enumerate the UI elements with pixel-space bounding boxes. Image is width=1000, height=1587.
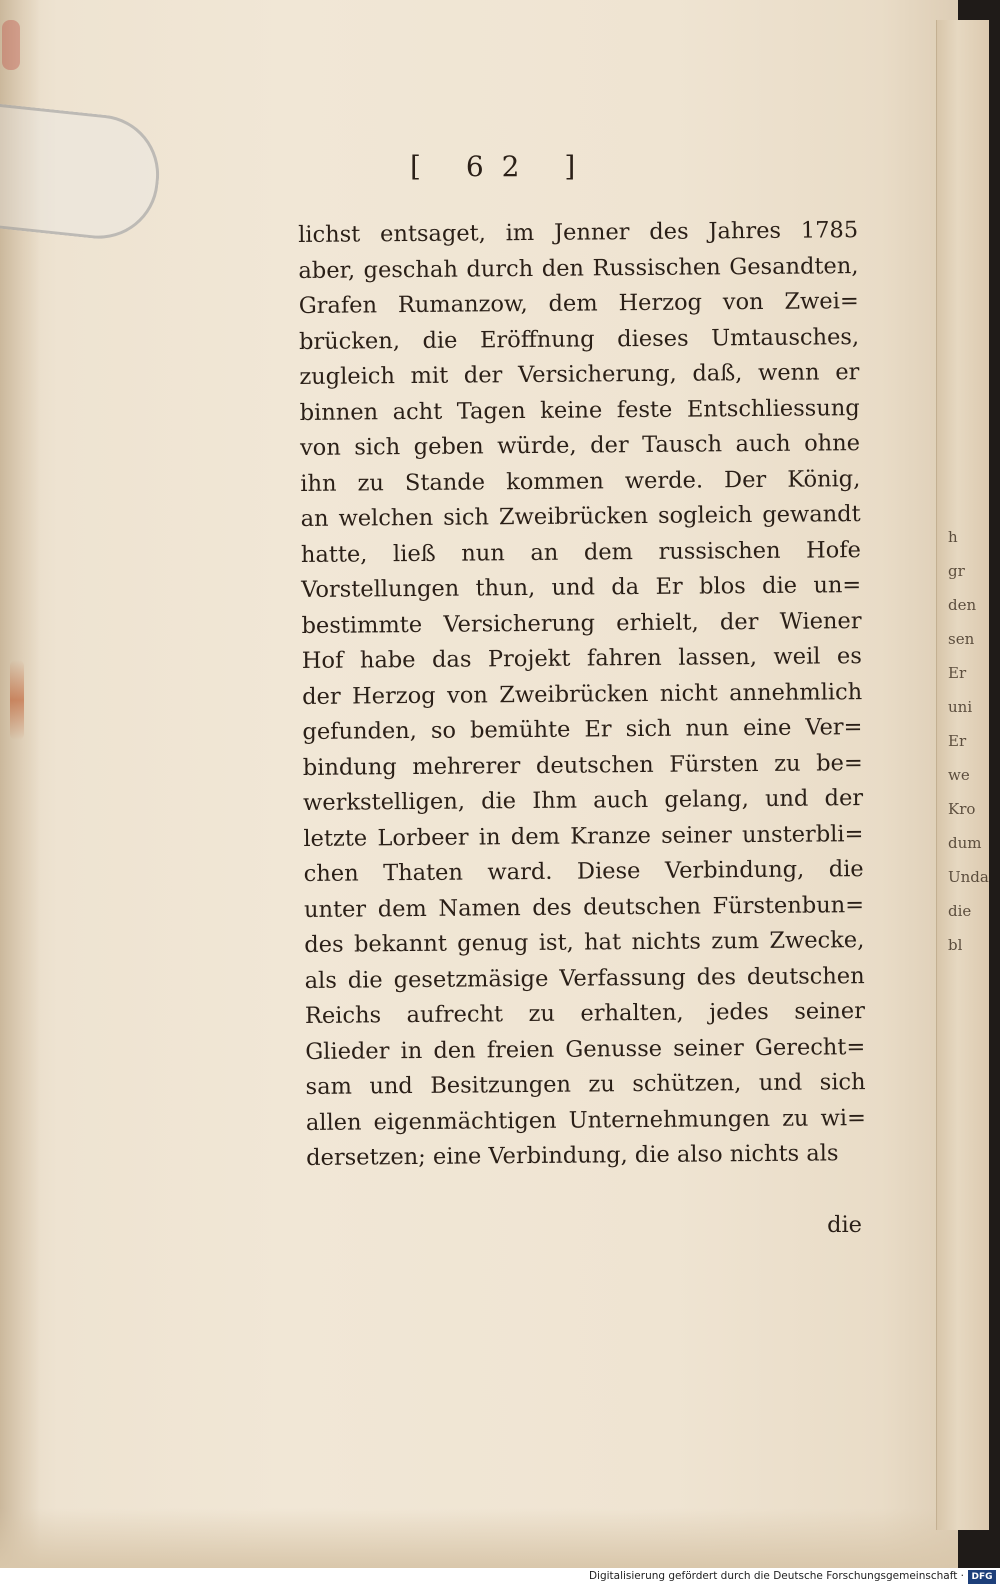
text-line: unter dem Namen des deutschen Fürstenbun= — [303, 891, 865, 923]
text-line: bindung mehrerer deutschen Fürsten zu be= — [302, 749, 863, 781]
footer-bar — [0, 1568, 1000, 1587]
next-page-fragment: die bl — [948, 902, 972, 954]
next-page-fragment: we — [948, 766, 970, 784]
text-line: der Herzog von Zweibrücken nicht annehmlich — [302, 678, 863, 710]
body-text — [298, 213, 866, 1176]
text-line: ihn zu Stande kommen werde. Der König, — [300, 465, 861, 497]
page-header: [ 62 ] — [410, 150, 594, 183]
text-line: bestimmte Versicherung erhielt, der Wiener — [301, 607, 862, 639]
text-line: als die gesetzmäsige Verfassung des deutschen — [304, 962, 865, 994]
text-line: brücken, die Eröffnung dieses Umtausches, — [298, 323, 860, 355]
text-line: an welchen sich Zweibrücken sogleich gewandt — [300, 501, 861, 532]
text-line: von sich geben würde, der Tausch auch ohne — [299, 430, 861, 461]
text-line: chen Thaten ward. Diese Verbindung, die — [303, 856, 864, 887]
catchword: die — [827, 1212, 862, 1238]
next-page-text — [948, 520, 988, 962]
next-page-fragment: dum — [948, 834, 982, 852]
text-line: Vorstellungen thun, und da Er blos die un= — [301, 572, 862, 603]
next-page-fragment: sen — [948, 630, 975, 648]
next-page-fragment: Unda — [948, 868, 989, 886]
text-line: Reichs aufrecht zu erhalten, jedes seiner — [304, 998, 866, 1029]
text-line: hatte, ließ nun an dem russischen Hofe — [300, 536, 862, 568]
text-line: des bekannt genug ist, hat nichts zum Zwecke, — [304, 927, 865, 958]
next-page-fragment: Kro — [948, 800, 976, 818]
text-line: Hof habe das Projekt fahren lassen, weil es — [301, 643, 862, 674]
text-line: allen eigenmächtigen Unternehmungen zu wi= — [305, 1104, 866, 1136]
stain-mark — [10, 660, 24, 740]
text-line: gefunden, so bemühte Er sich nun eine Ver= — [302, 714, 863, 745]
text-line: Glieder in den freien Genusse seiner Gerecht= — [305, 1033, 866, 1065]
text-line: werkstelligen, die Ihm auch gelang, und der — [302, 785, 864, 816]
text-line: dersetzen; eine Verbindung, die also nichts als — [306, 1140, 839, 1171]
text-line: letzte Lorbeer in dem Kranze seiner unsterbli= — [303, 820, 864, 852]
dfg-logo: DFG — [968, 1570, 996, 1584]
next-page-fragment: Er — [948, 664, 967, 682]
next-page-fragment: uni — [948, 698, 973, 716]
next-page-fragment: h — [948, 528, 958, 546]
footer-credit: Digitalisierung gefördert durch die Deutsche Forschungsgemeinschaft · — [588, 1570, 964, 1582]
text-line: Grafen Rumanzow, dem Herzog von Zwei= — [298, 288, 859, 319]
text-line: aber, geschah durch den Russischen Gesandten, — [298, 252, 859, 284]
text-line: binnen acht Tagen keine feste Entschliessung — [299, 394, 860, 426]
next-page-fragment: Er — [948, 732, 967, 750]
next-page-fragment: gr — [948, 562, 965, 580]
stain-mark — [2, 20, 20, 70]
text-line: sam und Besitzungen zu schützen, und sich — [305, 1069, 866, 1100]
text-line: lichst entsaget, im Jenner des Jahres 1785 — [298, 217, 859, 248]
next-page-fragment: den — [948, 596, 977, 614]
text-line: zugleich mit der Versicherung, daß, wenn er — [299, 359, 860, 390]
